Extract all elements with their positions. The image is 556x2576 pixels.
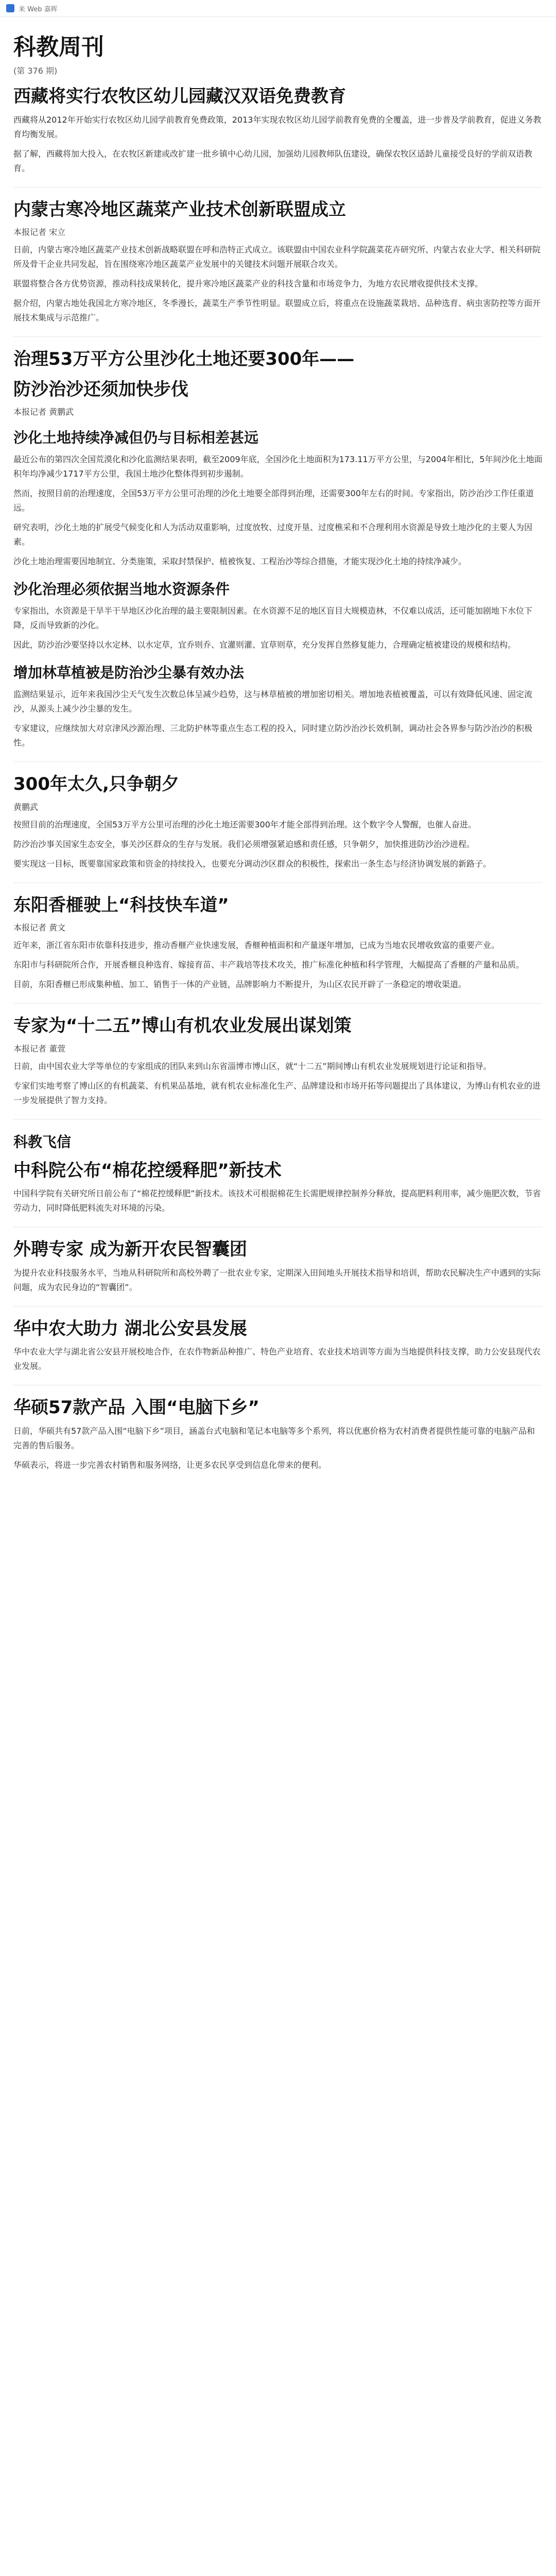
- square-logo-icon: [6, 4, 14, 12]
- article-byline: 本报记者 黄文: [13, 923, 66, 933]
- article-paragraph: 目前，东阳香榧已形成集种植、加工、销售于一体的产业链，品牌影响力不断提升，为山区农民开辟了一条稳定的增收渠道。: [13, 979, 467, 989]
- article-paragraph: 专家们实地考察了博山区的有机蔬菜、有机果品基地，就有机农业标准化生产、品牌建设和市场开拓等问题提出了具体建议，为博山有机农业的进一步发展提供了智力支持。: [13, 1080, 541, 1105]
- browser-tab[interactable]: [0, 0, 556, 17]
- article-paragraph: 日前，华硕共有57款产品入围“电脑下乡”项目，涵盖台式电脑和笔记本电脑等多个系列，将以优惠价格为农村消费者提供性能可靠的电脑产品和完善的售后服务。: [13, 1426, 535, 1450]
- divider: [13, 1003, 543, 1004]
- article-title: 内蒙古寒冷地区蔬菜产业技术创新联盟成立: [13, 199, 346, 220]
- article-paragraph: 西藏将从2012年开始实行农牧区幼儿园学前教育免费政策，2013年实现农牧区幼儿园学前教育免费的全覆盖，进一步普及学前教育，促进义务教育均衡发展。: [13, 114, 542, 139]
- article-title: 东阳香榧驶上“科技快车道”: [13, 894, 229, 916]
- section-label: 科教飞信: [13, 1133, 72, 1150]
- article-paragraph: 中国科学院有关研究所日前公布了“棉花控缓释肥”新技术。该技术可根据棉花生长需肥规律控制养分释放，提高肥料利用率，减少施肥次数，节省劳动力，同时降低肥料流失对环境的污染。: [13, 1189, 541, 1213]
- newspaper-masthead: 科教周刊: [13, 34, 104, 60]
- article-title: 治理53万平方公里沙化土地还要300年——: [13, 349, 355, 369]
- article-title: 华中农大助力 湖北公安县发展: [13, 1318, 247, 1339]
- article-byline: 本报记者 黄鹏武: [13, 407, 74, 417]
- article-paragraph: 然而，按照目前的治理速度，全国53万平方公里可治理的沙化土地要全部得到治理，还需要300年左右的时间。专家指出，防沙治沙工作任重道远。: [13, 488, 534, 513]
- article-title: 外聘专家 成为新开农民智囊团: [13, 1239, 247, 1260]
- article-paragraph: 沙化土地治理需要因地制宜、分类施策，采取封禁保护、植被恢复、工程治沙等综合措施，才能实现沙化土地的持续净减少。: [13, 556, 467, 566]
- article-paragraph: 近年来，浙江省东阳市依靠科技进步，推动香榧产业快速发展，香榧种植面积和产量逐年增加，已成为当地农民增收致富的重要产业。: [13, 940, 500, 950]
- divider: [13, 1306, 543, 1307]
- article-paragraph: 东阳市与科研院所合作，开展香榧良种选育、嫁接育苗、丰产栽培等技术攻关，推广标准化种植和科学管理，大幅提高了香榧的产量和品质。: [13, 960, 525, 970]
- article-block: [13, 199, 543, 326]
- article-paragraph: 据了解，西藏将加大投入，在农牧区新建或改扩建一批乡镇中心幼儿园，加强幼儿园教师队伍建设，确保农牧区适龄儿童接受良好的学前双语教育。: [13, 148, 533, 173]
- article-paragraph: 按照目前的治理速度，全国53万平方公里可治理的沙化土地还需要300年才能全部得到治理。这个数字令人警醒，也催人奋进。: [13, 819, 476, 829]
- article-paragraph: 专家建议，应继续加大对京津风沙源治理、三北防护林等重点生态工程的投入，同时建立防沙治沙长效机制，调动社会各界参与防沙治沙的积极性。: [13, 723, 533, 748]
- divider: [13, 336, 543, 337]
- article-paragraph: 日前，内蒙古寒冷地区蔬菜产业技术创新战略联盟在呼和浩特正式成立。该联盟由中国农业科学院蔬菜花卉研究所、内蒙古农业大学、相关科研院所及骨干企业共同发起，旨在围绕寒冷地区蔬菜产业发展中的关键技术问题开展联合攻关。: [13, 245, 541, 269]
- divider: [13, 187, 543, 188]
- section-heading: 沙化土地持续净减但仍与目标相差甚远: [13, 429, 259, 446]
- article-paragraph: 为提升农业科技服务水平，当地从科研院所和高校外聘了一批农业专家，定期深入田间地头开展技术指导和培训，帮助农民解决生产中遇到的实际问题，成为农民身边的“智囊团”。: [13, 1267, 541, 1292]
- article-paragraph: 研究表明，沙化土地的扩展受气候变化和人为活动双重影响，过度放牧、过度开垦、过度樵采和不合理利用水资源是导致土地沙化的主要人为因素。: [13, 522, 533, 547]
- article-paragraph: 华硕表示，将进一步完善农村销售和服务网络，让更多农民享受到信息化带来的便利。: [13, 1460, 327, 1470]
- section-heading: 沙化治理必须依据当地水资源条件: [13, 581, 230, 598]
- article-block: [13, 86, 543, 176]
- article-paragraph: 联盟将整合各方优势资源，推动科技成果转化，提升寒冷地区蔬菜产业的科技含量和市场竞争力，为地方农民增收提供技术支撑。: [13, 279, 483, 289]
- article-paragraph: 防沙治沙事关国家生态安全，事关沙区群众的生存与发展。我们必须增强紧迫感和责任感，只争朝夕，加快推进防沙治沙进程。: [13, 839, 475, 849]
- article-title: 中科院公布“棉花控缓释肥”新技术: [13, 1160, 282, 1181]
- section-heading: 增加林草植被是防治沙尘暴有效办法: [13, 664, 245, 681]
- article-paragraph: 据介绍，内蒙古地处我国北方寒冷地区，冬季漫长，蔬菜生产季节性明显。联盟成立后，将重点在设施蔬菜栽培、品种选育、病虫害防控等方面开展技术集成与示范推广。: [13, 298, 541, 323]
- article-byline: 本报记者 董萱: [13, 1043, 66, 1054]
- article-title: 300年太久,只争朝夕: [13, 774, 179, 794]
- window-title: 来 Web 嘉晖: [19, 5, 58, 13]
- article-paragraph: 专家指出，水资源是干旱半干旱地区沙化治理的最主要限制因素。在水资源不足的地区盲目大规模造林，不仅难以成活，还可能加剧地下水位下降，反而导致新的沙化。: [13, 606, 533, 630]
- article-paragraph: 最近公布的第四次全国荒漠化和沙化监测结果表明，截至2009年底，全国沙化土地面积为173.11万平方公里，与2004年相比，5年间沙化土地面积年均净减少1717平方公里，我国土地沙化整体得到初步遏制。: [13, 454, 543, 479]
- article-title: 西藏将实行农牧区幼儿园藏汉双语免费教育: [13, 86, 346, 107]
- article-paragraph: 要实现这一目标，既要靠国家政策和资金的持续投入，也要充分调动沙区群众的积极性，探索出一条生态与经济协调发展的新路子。: [13, 858, 492, 869]
- article-byline: 黄鹏武: [13, 802, 39, 812]
- article-paragraph: 日前，由中国农业大学等单位的专家组成的团队来到山东省淄博市博山区，就“十二五”期间博山有机农业发展规划进行论证和指导。: [13, 1061, 492, 1071]
- article-paragraph: 因此，防沙治沙要坚持以水定林、以水定草，宜乔则乔、宜灌则灌、宜草则草，充分发挥自然修复能力，合理确定植被建设的规模和结构。: [13, 640, 516, 650]
- issue-number: (第 376 期): [13, 66, 58, 76]
- article-byline: 本报记者 宋立: [13, 227, 66, 237]
- article-title: 华硕57款产品 入围“电脑下乡”: [13, 1397, 259, 1418]
- article-paragraph: 华中农业大学与湖北省公安县开展校地合作，在农作物新品种推广、特色产业培育、农业技术培训等方面为当地提供科技支撑，助力公安县现代农业发展。: [13, 1347, 541, 1371]
- article-paragraph: 监测结果显示，近年来我国沙尘天气发生次数总体呈减少趋势，这与林草植被的增加密切相关。增加地表植被覆盖，可以有效降低风速、固定流沙，从源头上减少沙尘暴的发生。: [13, 689, 533, 714]
- divider: [13, 761, 543, 762]
- divider: [13, 1119, 543, 1120]
- article-title: 防沙治沙还须加快步伐: [13, 379, 188, 400]
- article-title: 专家为“十二五”博山有机农业发展出谋划策: [13, 1015, 352, 1036]
